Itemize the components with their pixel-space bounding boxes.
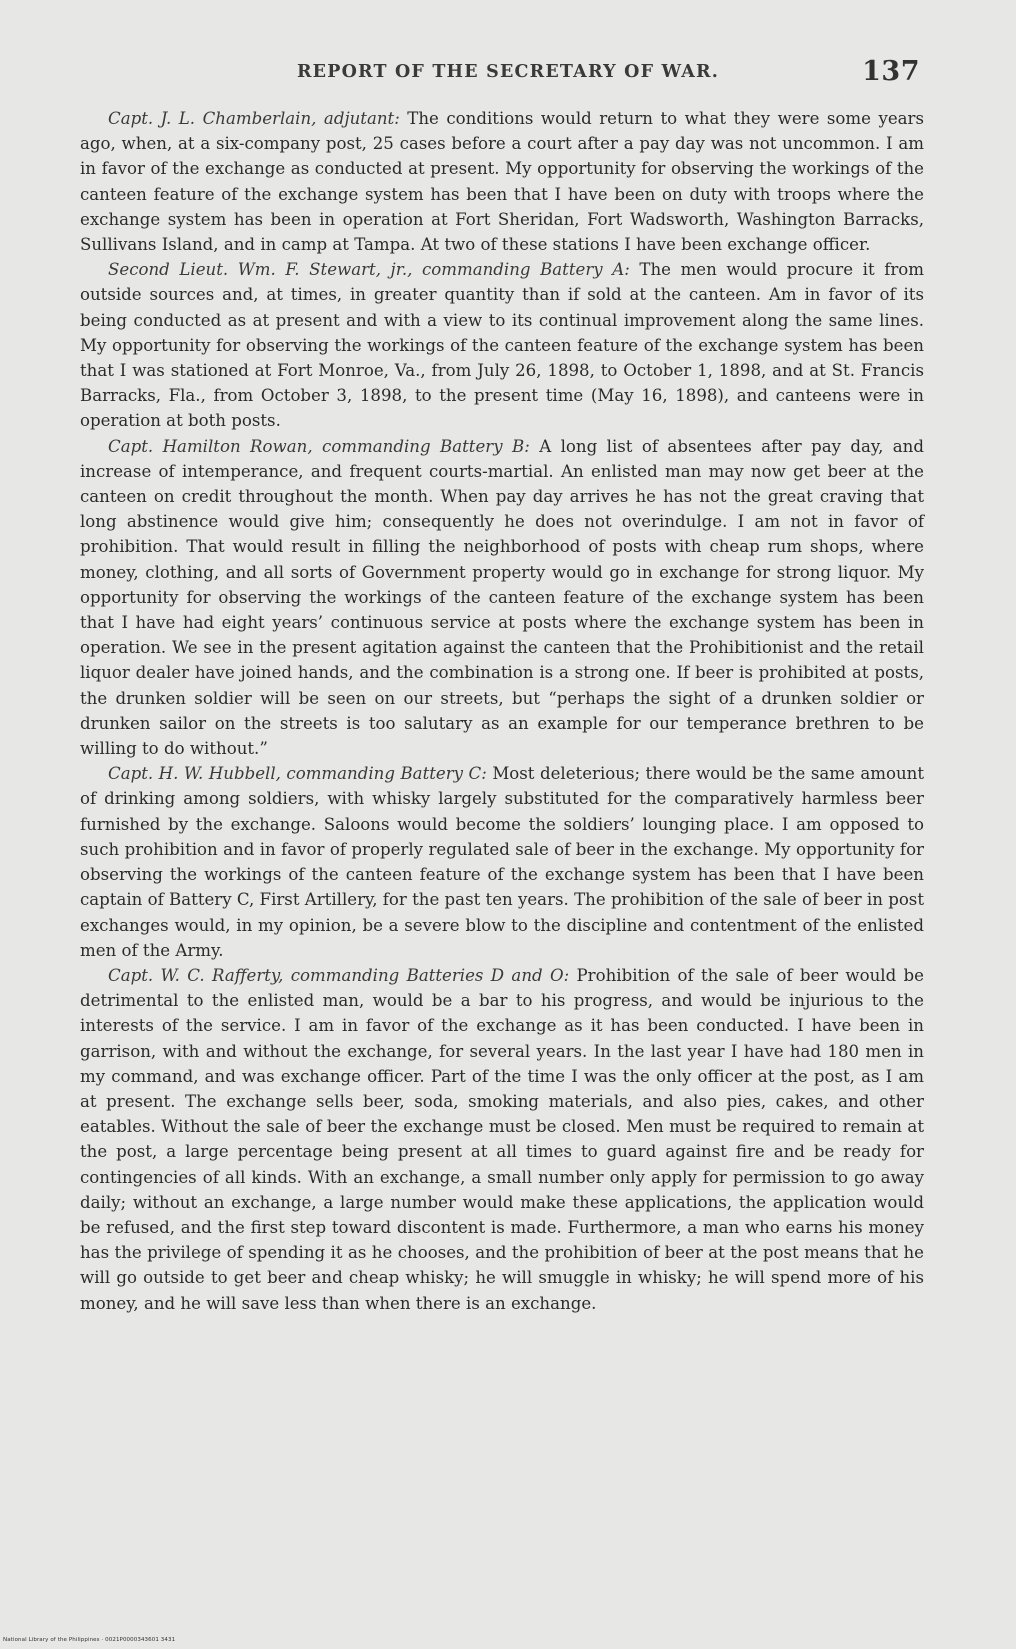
speaker-title: Second Lieut. Wm. F. Stewart, jr., commanding Battery A: [108,260,630,280]
page-number: 137 [862,56,920,87]
testimony-text: Prohibition of the sale of beer would be detrimental to the enlisted man, would be a bar to his progress, and would be injurious to the interests of the service. I am in favor of the exchange as it has been conducted. I have been in garrison, with and without the exchange, for several years. In the last year I have had 180 men in my command, and was exchange officer. Part of the time I was the only officer at the post, as I am at present. The exchange sells beer, soda, smoking materials, and also pies, cakes, and other eatables. Without the sale of beer the exchange must be closed. Men must be required to remain at the post, a large percentage being present at all times to guard against fire and be ready for contingencies of all kinds. With an exchange, a small number only apply for permission to go away daily; without an exchange, a large number would make these applications, the application would be refused, and the first step toward discontent is made. Furthermore, a man who earns his money has the privilege of spending it as he chooses, and the prohibition of beer at the post means that he will go outside to get beer and cheap whisky; he will smuggle in whisky; he will spend more of his money, and he will save less than when there is an exchange. [80,965,924,1313]
testimony-text: A long list of absentees after pay day, and increase of intemperance, and frequent courts-martial. An enlisted man may now get beer at the canteen on credit throughout the month. When pay day arrives he has not the great craving that long abstinence would give him; consequently he does not overindulge. I am not in favor of prohibition. That would result in filling the neighborhood of posts with cheap rum shops, where money, clothing, and all sorts of Government property would go in exchange for strong liquor. My opportunity for observing the workings of the canteen feature of the exchange system has been that I have had eight years’ continuous service at posts where the exchange system has been in operation. We see in the present agitation against the canteen that the Prohibitionist and the retail liquor dealer have joined hands, and the combination is a strong one. If beer is prohibited at posts, the drunken soldier will be seen on our streets, but “perhaps the sight of a drunken soldier or drunken sailor on the streets is too salutary as an example for our temperance brethren to be willing to do without.” [80,436,924,759]
testimony-paragraph [80,257,924,433]
testimony-paragraph [80,434,924,762]
running-title: REPORT OF THE SECRETARY OF WAR. [296,62,720,82]
speaker-title: Capt. W. C. Rafferty, commanding Batteries D and O: [108,965,570,985]
speaker-title: Capt. H. W. Hubbell, commanding Battery C: [108,764,487,784]
testimony-text: The men would procure it from outside sources and, at times, in greater quantity than if sold at the canteen. Am in favor of its being conducted as at present and with a view to its continual improvement along the same lines. My opportunity for observing the workings of the canteen feature of the exchange system has been that I was stationed at Fort Monroe, Va., from July 26, 1898, to October 1, 1898, and at St. Francis Barracks, Fla., from October 3, 1898, to the present time (May 16, 1898), and canteens were in operation at both posts. [80,260,924,431]
testimony-paragraph [80,761,924,963]
page-header [80,54,936,90]
testimony-paragraph [80,106,924,257]
speaker-title: Capt. Hamilton Rowan, commanding Battery B: [108,436,530,456]
testimony-text: Most deleterious; there would be the same amount of drinking among soldiers, with whisky largely substituted for the comparatively harmless beer furnished by the exchange. Saloons would become the soldiers’ lounging place. I am opposed to such prohibition and in favor of properly regulated sale of beer in the exchange. My opportunity for observing the workings of the canteen feature of the exchange system has been that I have been captain of Battery C, First Artillery, for the past ten years. The prohibition of the sale of beer in post exchanges would, in my opinion, be a severe blow to the discipline and contentment of the enlisted men of the Army. [80,764,924,960]
report-body [80,106,924,1316]
speaker-title: Capt. J. L. Chamberlain, adjutant: [108,109,400,128]
library-stamp: National Library of the Philippines · 0021P0000343601 3431 [3,1637,176,1643]
testimony-text: The conditions would return to what they were some years ago, when, at a six-company post, 25 cases before a court after a pay day was not uncommon. I am in favor of the exchange as conducted at present. My opportunity for observing the workings of the canteen feature of the exchange system has been that I have been on duty with troops where the exchange system has been in operation at Fort Sheridan, Fort Wadsworth, Washington Barracks, Sullivans Island, and in camp at Tampa. At two of these stations I have been exchange officer. [80,109,924,255]
testimony-paragraph [80,963,924,1316]
